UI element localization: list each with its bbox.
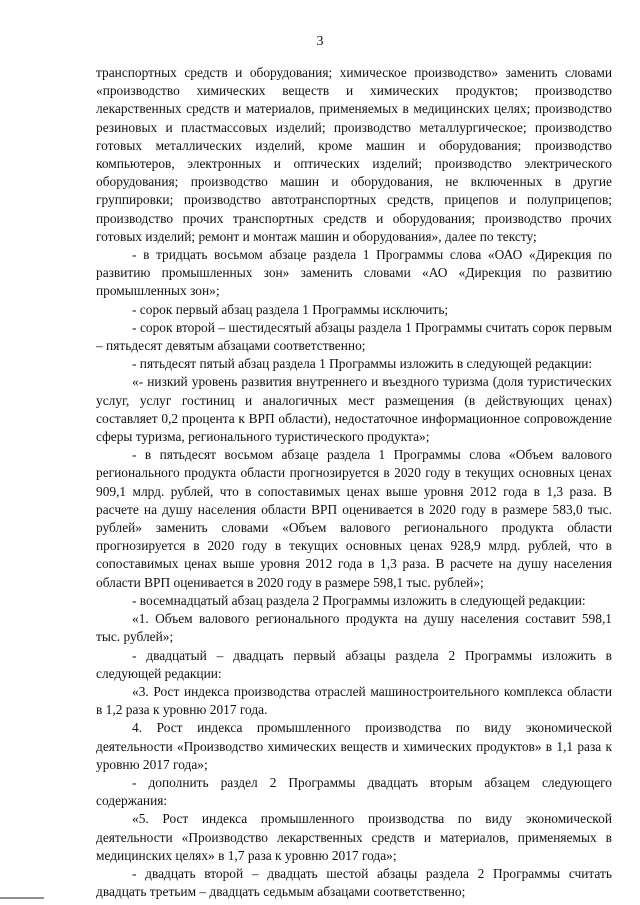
document-body	[96, 64, 612, 901]
paragraph: «5. Рост индекса промышленного производства по виду экономической деятельности «Производство лекарственных средств и материалов, применяемых в медицинских целях» в 1,7 раза к уровню 2017 года»;	[96, 811, 612, 863]
paragraph: - в пятьдесят восьмом абзаце раздела 1 Программы слова «Объем валового регионального продукта области прогнозируется в 2020 году в текущих основных ценах 909,1 млрд. рублей, что в сопоставимых ценах выше уровня 2012 года в 1,3 раза. В расчете на душу населения области ВРП оценивается в 2020 году в размере 583,0 тыс. рублей» заменить словами «Объем валового регионального продукта области прогнозируется в 2020 году в текущих основных ценах 928,9 млрд. рублей, что в сопоставимых ценах выше уровня 2012 года в 1,3 раза. В расчете на душу населения области ВРП оценивается в 2020 году в размере 598,1 тыс. рублей»;	[96, 447, 612, 590]
paragraph: «3. Рост индекса производства отраслей машиностроительного комплекса области в 1,2 раза к уровню 2017 года.	[96, 683, 612, 718]
paragraph: - двадцать второй – двадцать шестой абзацы раздела 2 Программы считать двадцать третьим – двадцать седьмым абзацами соответственно;	[96, 865, 612, 900]
paragraph: - в тридцать восьмом абзаце раздела 1 Программы слова «ОАО «Дирекция по развитию промышленных зон» заменить словами «АО «Дирекция по развитию промышленных зон»;	[96, 247, 612, 299]
paragraph: транспортных средств и оборудования; химическое производство» заменить словами «производство химических веществ и химических продуктов; производство лекарственных средств и материалов, применяемых в медицинских целях; производство резиновых и пластмассовых изделий; производство металлургическое; производство готовых металлических изделий, кроме машин и оборудования; производство компьютеров, электронных и оптических изделий; производство электрического оборудования; производство машин и оборудования, не включенных в другие группировки; производство автотранспортных средств, прицепов и полуприцепов; производство прочих транспортных средств и оборудования; производство прочих готовых изделий; ремонт и монтаж машин и оборудования», далее по тексту;	[96, 65, 612, 244]
paragraph: «- низкий уровень развития внутреннего и въездного туризма (доля туристических услуг, услуг гостиниц и аналогичных мест размещения (в действующих ценах) составляет 0,2 процента к ВРП области), недостаточное информационное сопровождение сферы туризма, регионального туристического продукта»;	[96, 374, 612, 445]
paragraph: - восемнадцатый абзац раздела 2 Программы изложить в следующей редакции:	[132, 592, 586, 608]
paragraph: «1. Объем валового регионального продукта на душу населения составит 598,1 тыс. рублей»;	[96, 611, 612, 645]
page-number: 3	[316, 34, 324, 49]
paragraph: - дополнить раздел 2 Программы двадцать вторым абзацем следующего содержания:	[96, 774, 612, 809]
paragraph: - двадцатый – двадцать первый абзацы раздела 2 Программы изложить в следующей редакции:	[96, 647, 612, 681]
paragraph: - пятьдесят пятый абзац раздела 1 Программы изложить в следующей редакции:	[132, 356, 593, 372]
paragraph: - сорок второй – шестидесятый абзацы раздела 1 Программы считать сорок первым – пятьдесят девятым абзацами соответственно;	[96, 319, 612, 354]
scan-edge-mark	[0, 897, 44, 899]
paragraph: 4. Рост индекса промышленного производства по виду экономической деятельности «Производство химических веществ и химических продуктов» в 1,1 раза к уровню 2017 года»;	[96, 720, 612, 772]
paragraph: - сорок первый абзац раздела 1 Программы исключить;	[132, 301, 449, 317]
